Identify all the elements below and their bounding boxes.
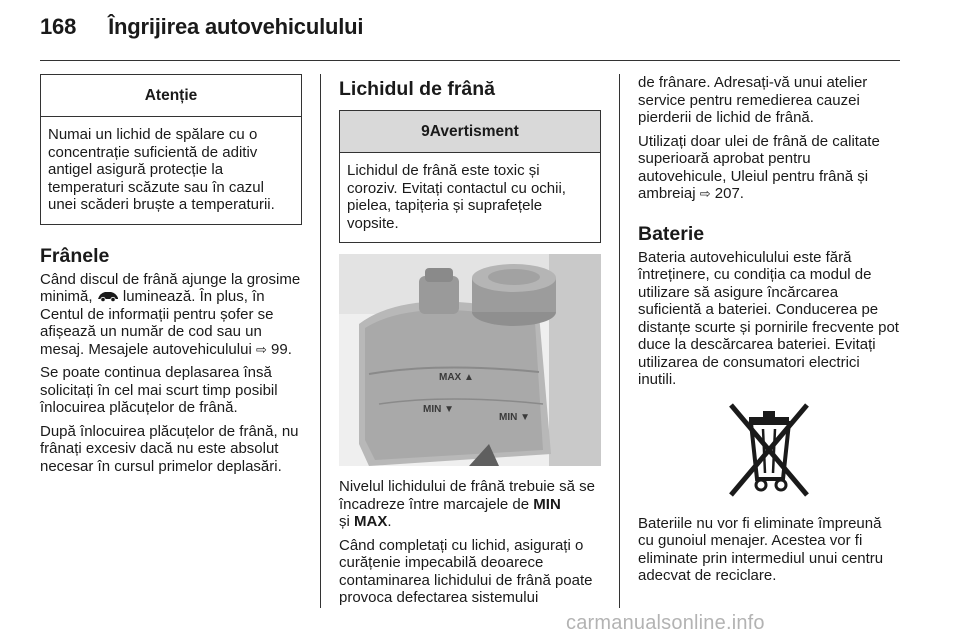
min-mark-label: MIN ▼ xyxy=(499,412,531,423)
alert-symbol: 9 xyxy=(421,122,430,140)
paragraph: După înlocuirea plăcuțelor de frână, nu frânați excesiv dacă nu este absolut necesar în cursul primelor deplasări. xyxy=(40,422,299,475)
section-heading-battery: Baterie xyxy=(638,222,705,245)
warning-box xyxy=(339,110,601,243)
section-heading-brake-fluid: Lichidul de frână xyxy=(339,78,496,100)
text: . xyxy=(387,513,392,530)
warning-title xyxy=(340,111,600,153)
brake-warning-icon xyxy=(97,290,119,302)
section-heading-brakes: Frânele xyxy=(40,244,110,267)
page-title: Îngrijirea autovehiculului xyxy=(108,14,364,39)
page-number: 168 xyxy=(40,14,77,39)
warning-title-text: Avertisment xyxy=(429,122,519,140)
column-divider xyxy=(320,74,321,608)
paragraph: Bateriile nu vor fi eliminate împreună cu gunoiul menajer. Acestea vor fi eliminate prin intermediul unui centru adecvat de reciclare. xyxy=(638,514,884,584)
text: și xyxy=(339,513,350,530)
min-emphasis: MIN xyxy=(533,495,561,513)
column-1 xyxy=(40,74,302,481)
paragraph: Bateria autovehiculului este fără întreținere, cu condiția ca modul de utilizare să asigure încărcarea suficientă a bateriei. Conducerea pe distanțe scurte și pornirile frecvente pot duce la descărcarea bateriei. Evitați utilizarea de consumatori electrici inutili. xyxy=(638,248,899,388)
max-mark-label: MAX ▲ xyxy=(439,372,474,383)
page-reference[interactable]: 207. xyxy=(714,185,744,202)
page-reference[interactable]: 99. xyxy=(271,340,292,358)
page-ref-arrow-icon: ⇨ xyxy=(699,186,711,201)
warning-text: Lichidul de frână este toxic și coroziv. Evitați contactul cu ochii, pielea, tapițeria și suprafețele vopsite. xyxy=(347,162,566,232)
caution-box xyxy=(40,74,302,225)
page-ref-arrow-icon: ⇨ xyxy=(255,341,267,357)
text: Nivelul lichidului de frână trebuie să se încadreze între marcajele de xyxy=(339,478,595,513)
max-emphasis: MAX xyxy=(354,513,388,530)
text: Utilizați doar ulei de frână de calitate superioară aprobat pentru autovehicule, Uleiul pentru frână și ambreiaj xyxy=(638,132,880,202)
watermark: carmanualsonline.info xyxy=(566,612,765,634)
brake-fluid-reservoir-image xyxy=(339,254,601,466)
paragraph: Se poate continua deplasarea însă solicitați în cel mai scurt timp posibil înlocuirea plăcuțelor de frână. xyxy=(40,364,278,416)
header-rule xyxy=(40,60,900,61)
crossed-out-bin-icon xyxy=(721,399,817,501)
paragraph xyxy=(638,133,900,203)
column-divider xyxy=(619,74,620,608)
column-2 xyxy=(339,74,601,613)
text: Când discul de frână ajunge la grosime minimă, xyxy=(40,270,301,305)
caution-text: Numai un lichid de spălare cu o concentrație suficientă de aditiv antigel asigură protecție la temperaturi scăzute sau în cazul unei scăderi bruște a temperaturii. xyxy=(48,126,275,213)
page-header xyxy=(40,14,363,40)
paragraph: de frânare. Adresați-vă unui atelier service pentru remedierea cauzei pierderii de lichid de frână. xyxy=(638,74,868,126)
paragraph: Când completați cu lichid, asigurați o curățenie impecabilă deoarece contaminarea lichidului de frână poate provoca defectarea sistemului xyxy=(339,536,593,606)
min-mark-label: MIN ▼ xyxy=(423,404,455,415)
paragraph xyxy=(40,271,302,359)
caution-title: Atenție xyxy=(41,75,301,117)
paragraph xyxy=(339,478,601,531)
text: luminează. În plus, în Centul de informații pentru șofer se afișează un număr de cod sau un mesaj. Mesajele autovehiculului xyxy=(40,288,274,358)
column-3 xyxy=(638,74,900,591)
